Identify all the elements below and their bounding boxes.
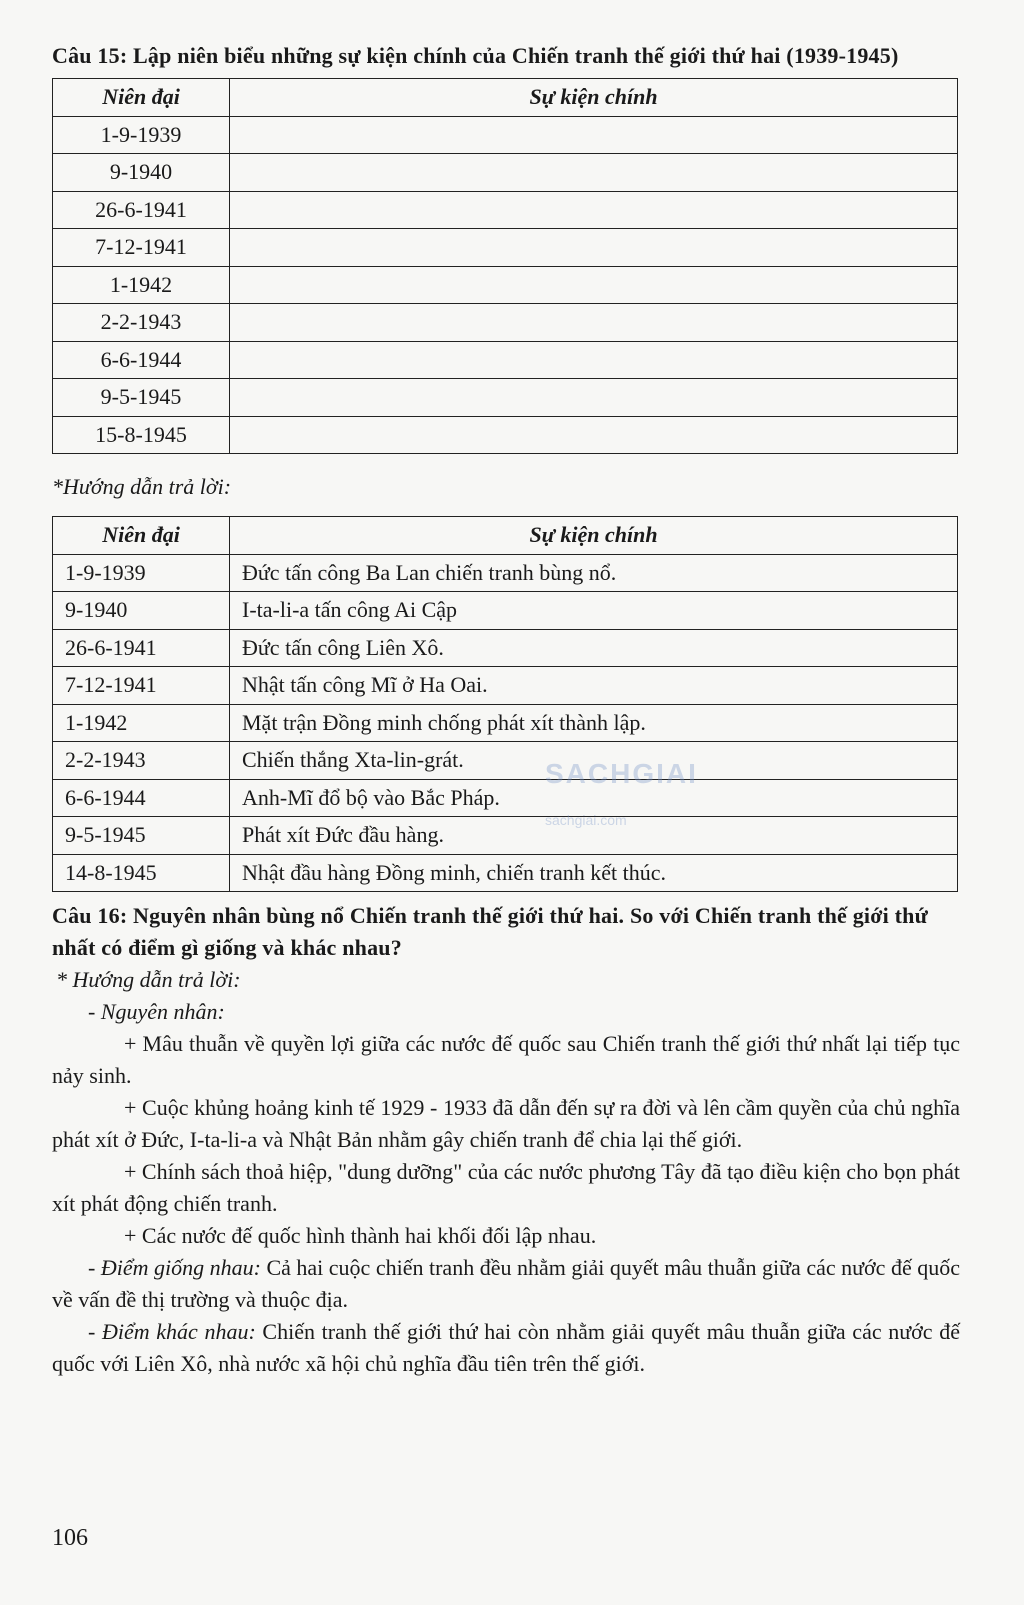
table-header-row — [53, 79, 958, 117]
table-header-row — [53, 517, 958, 555]
empty-event-cell — [230, 304, 958, 342]
answer-timeline-table — [52, 516, 958, 892]
event-cell: I-ta-li-a tấn công Ai Cập — [230, 592, 958, 630]
date-cell: 2-2-1943 — [53, 304, 230, 342]
watermark-url: sachgiai.com — [545, 812, 627, 828]
table-row — [53, 629, 958, 667]
guide-label-16: * Hướng dẫn trả lời: — [56, 967, 241, 992]
cause-item: + Chính sách thoả hiệp, "dung dưỡng" của các nước phương Tây đã tạo điều kiện cho bọn phát xít phát động chiến tranh. — [52, 1159, 960, 1216]
empty-event-cell — [230, 154, 958, 192]
date-cell: 1-1942 — [53, 704, 230, 742]
difference-label: - Điểm khác nhau: — [88, 1319, 256, 1344]
empty-event-cell — [230, 191, 958, 229]
difference-paragraph — [52, 1316, 960, 1380]
blank-timeline-table — [52, 78, 958, 454]
table-row — [53, 742, 958, 780]
page-content — [52, 40, 960, 1380]
date-cell: 1-9-1939 — [53, 554, 230, 592]
similarity-text: Cả hai cuộc chiến tranh đều nhằm giải quyết mâu thuẫn giữa các nước đế quốc về vấn đề thị trường và thuộc địa. — [52, 1255, 960, 1312]
table-row — [53, 779, 958, 817]
empty-event-cell — [230, 266, 958, 304]
table-row — [53, 667, 958, 705]
table-row — [53, 304, 958, 342]
date-cell: 26-6-1941 — [53, 629, 230, 667]
similarity-label: - Điểm giống nhau: — [88, 1255, 261, 1280]
empty-event-cell — [230, 116, 958, 154]
event-cell: Chiến thắng Xta-lin-grát. — [230, 742, 958, 780]
guide-label-15: *Hướng dẫn trả lời: — [52, 474, 232, 499]
event-cell: Nhật tấn công Mĩ ở Ha Oai. — [230, 667, 958, 705]
event-cell: Đức tấn công Liên Xô. — [230, 629, 958, 667]
table-row — [53, 854, 958, 892]
question-15-title: Câu 15: Lập niên biểu những sự kiện chính của Chiến tranh thế giới thứ hai (1939-1945) — [52, 43, 899, 68]
header-date: Niên đại — [53, 79, 230, 117]
event-cell: Nhật đầu hàng Đồng minh, chiến tranh kết thúc. — [230, 854, 958, 892]
question-16-title: Câu 16: Nguyên nhân bùng nổ Chiến tranh thế giới thứ hai. So với Chiến tranh thế giới thứ nhất có điểm gì giống và khác nhau? — [52, 903, 928, 960]
page-number: 106 — [52, 1525, 88, 1551]
watermark-logo: SACHGIAI — [545, 758, 698, 789]
table-row — [53, 416, 958, 454]
table-row — [53, 266, 958, 304]
date-cell: 26-6-1941 — [53, 191, 230, 229]
header-event: Sự kiện chính — [230, 517, 958, 555]
cause-item: + Cuộc khủng hoảng kinh tế 1929 - 1933 đã dẫn đến sự ra đời và lên cầm quyền của chủ nghĩa phát xít ở Đức, I-ta-li-a và Nhật Bản nhằm gây chiến tranh để chia lại thế giới. — [52, 1095, 960, 1152]
table-row — [53, 154, 958, 192]
date-cell: 6-6-1944 — [53, 341, 230, 379]
similarity-paragraph — [52, 1252, 960, 1316]
empty-event-cell — [230, 379, 958, 417]
date-cell: 7-12-1941 — [53, 229, 230, 267]
header-event: Sự kiện chính — [230, 79, 958, 117]
date-cell: 9-5-1945 — [53, 817, 230, 855]
event-cell: Phát xít Đức đầu hàng. — [230, 817, 958, 855]
event-cell: Đức tấn công Ba Lan chiến tranh bùng nổ. — [230, 554, 958, 592]
empty-event-cell — [230, 341, 958, 379]
cause-label: - Nguyên nhân: — [88, 999, 225, 1024]
date-cell: 1-9-1939 — [53, 116, 230, 154]
table-row — [53, 554, 958, 592]
date-cell: 2-2-1943 — [53, 742, 230, 780]
table-row — [53, 817, 958, 855]
date-cell: 6-6-1944 — [53, 779, 230, 817]
date-cell: 15-8-1945 — [53, 416, 230, 454]
table-row — [53, 341, 958, 379]
date-cell: 9-1940 — [53, 154, 230, 192]
date-cell: 7-12-1941 — [53, 667, 230, 705]
event-cell: Anh-Mĩ đổ bộ vào Bắc Pháp. — [230, 779, 958, 817]
table-row — [53, 592, 958, 630]
cause-item: + Mâu thuẫn về quyền lợi giữa các nước đế quốc sau Chiến tranh thế giới thứ nhất lại tiếp tục nảy sinh. — [52, 1031, 960, 1088]
date-cell: 14-8-1945 — [53, 854, 230, 892]
cause-item: + Các nước đế quốc hình thành hai khối đối lập nhau. — [124, 1223, 597, 1248]
date-cell: 9-1940 — [53, 592, 230, 630]
table-row — [53, 379, 958, 417]
header-date: Niên đại — [53, 517, 230, 555]
empty-event-cell — [230, 416, 958, 454]
event-cell: Mặt trận Đồng minh chống phát xít thành lập. — [230, 704, 958, 742]
date-cell: 1-1942 — [53, 266, 230, 304]
empty-event-cell — [230, 229, 958, 267]
difference-text: Chiến tranh thế giới thứ hai còn nhằm giải quyết mâu thuẫn giữa các nước đế quốc với Liên Xô, nhà nước xã hội chủ nghĩa đầu tiên trên thế giới. — [52, 1319, 960, 1376]
table-row — [53, 229, 958, 267]
table-row — [53, 191, 958, 229]
date-cell: 9-5-1945 — [53, 379, 230, 417]
table-row — [53, 116, 958, 154]
table-row — [53, 704, 958, 742]
